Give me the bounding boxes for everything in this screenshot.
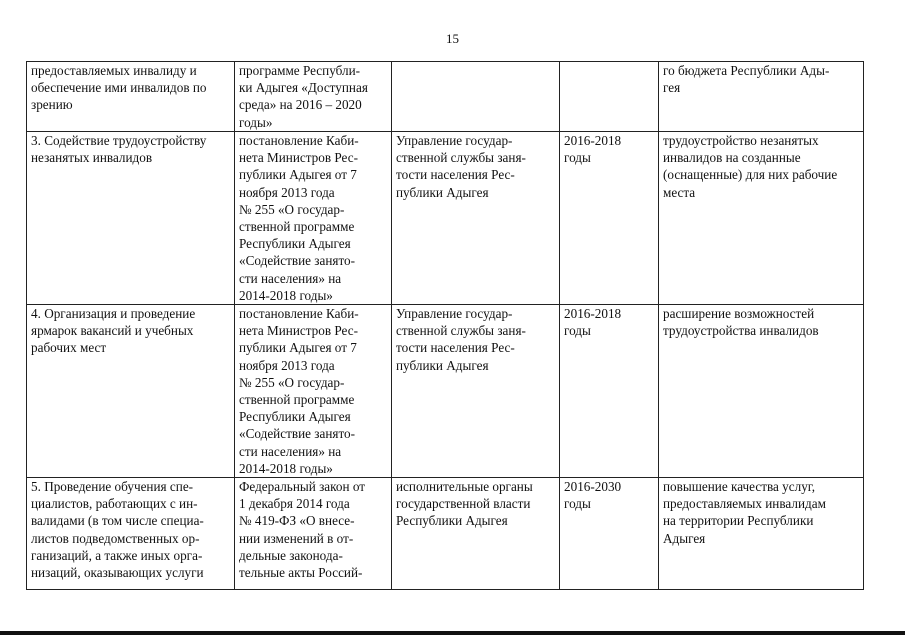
- cell-text-line: (оснащенные) для них рабочие: [663, 167, 838, 183]
- cell-text-line: Управление государ-: [396, 133, 513, 148]
- cell-text-line: программе Республи-: [239, 63, 361, 78]
- cell-text-line: ноября 2013 года: [239, 184, 335, 200]
- measure-cell: [27, 132, 235, 305]
- legal-basis-cell: [235, 305, 392, 478]
- cell-text-line: повышение качества услуг,: [663, 479, 816, 495]
- measure-cell: [27, 478, 235, 590]
- cell-text-line: низаций, оказывающих услуги: [31, 565, 204, 581]
- expected-result-cell: [659, 132, 864, 305]
- executor-cell: [392, 305, 560, 478]
- cell-text-line: на территории Республики: [663, 513, 814, 529]
- cell-text-line: ганизаций, а также иных орга-: [31, 547, 203, 563]
- cell-text-line: го бюджета Республики Ады-: [663, 63, 830, 78]
- cell-text-line: годы: [564, 496, 591, 512]
- cell-text-line: циалистов, работающих с ин-: [31, 496, 198, 512]
- table-row: [27, 478, 864, 590]
- table-body: [27, 62, 864, 590]
- cell-text-line: «Содействие занято-: [239, 426, 356, 442]
- legal-basis-cell: [235, 478, 392, 590]
- cell-text-line: дельные законода-: [239, 547, 343, 563]
- cell-text-line: сти населения» на: [239, 270, 342, 286]
- cell-text-line: 2016-2018: [564, 133, 622, 148]
- cell-text-line: ноября 2013 года: [239, 357, 335, 373]
- cell-text-line: Республики Адыгея: [396, 513, 508, 529]
- cell-text-line: 4. Организация и проведение: [31, 306, 196, 322]
- cell-text-line: тости населения Рес-: [396, 340, 515, 356]
- cell-text-line: № 419-ФЗ «О внесе-: [239, 513, 355, 529]
- cell-text-line: годы»: [239, 114, 273, 130]
- cell-text-line: постановление Каби-: [239, 133, 359, 148]
- table-row: [27, 132, 864, 305]
- cell-text-line: рабочих мест: [31, 340, 107, 356]
- term-cell: [560, 132, 659, 305]
- cell-text-line: Управление государ-: [396, 306, 513, 322]
- cell-text-line: инвалидов на созданные: [663, 150, 801, 166]
- cell-text-line: расширение возможностей: [663, 306, 815, 322]
- cell-text-line: Республики Адыгея: [239, 236, 351, 252]
- cell-text-line: ярмарок вакансий и учебных: [31, 323, 194, 339]
- page-number: 15: [446, 31, 459, 46]
- cell-text-line: предоставляемых инвалиду и: [31, 63, 197, 78]
- cell-text-line: листов подведомственных ор-: [31, 530, 200, 546]
- expected-result-cell: [659, 62, 864, 132]
- cell-text-line: тости населения Рес-: [396, 167, 515, 183]
- cell-text-line: публики Адыгея: [396, 357, 489, 373]
- cell-text-line: 3. Содействие трудоустройству: [31, 133, 207, 148]
- cell-text-line: нета Министров Рес-: [239, 323, 358, 339]
- cell-text-line: предоставляемых инвалидам: [663, 496, 826, 512]
- cell-text-line: годы: [564, 150, 591, 166]
- cell-text-line: валидами (в том числе специа-: [31, 513, 204, 529]
- cell-text-line: ственной программе: [239, 219, 355, 235]
- term-cell: [560, 62, 659, 132]
- table-row: [27, 62, 864, 132]
- cell-text-line: 2014-2018 годы»: [239, 460, 333, 476]
- executor-cell: [392, 62, 560, 132]
- measure-cell: [27, 305, 235, 478]
- executor-cell: [392, 132, 560, 305]
- cell-text-line: 5. Проведение обучения спе-: [31, 479, 194, 495]
- cell-text-line: Республики Адыгея: [239, 409, 351, 425]
- cell-text-line: государственной власти: [396, 496, 531, 512]
- cell-text-line: № 255 «О государ-: [239, 374, 345, 390]
- cell-text-line: зрению: [31, 97, 73, 113]
- cell-text-line: нета Министров Рес-: [239, 150, 358, 166]
- cell-text-line: сти населения» на: [239, 443, 342, 459]
- cell-text-line: обеспечение ими инвалидов по: [31, 80, 207, 96]
- cell-text-line: 2014-2018 годы»: [239, 287, 333, 303]
- term-cell: [560, 305, 659, 478]
- cell-text-line: тельные акты Россий-: [239, 565, 363, 581]
- cell-text-line: публики Адыгея от 7: [239, 167, 357, 183]
- legal-basis-cell: [235, 62, 392, 132]
- legal-basis-cell: [235, 132, 392, 305]
- executor-cell: [392, 478, 560, 590]
- cell-text-line: исполнительные органы: [396, 479, 533, 495]
- cell-text-line: 2016-2018: [564, 306, 622, 322]
- cell-text-line: нии изменений в от-: [239, 530, 354, 546]
- cell-text-line: ственной службы заня-: [396, 323, 526, 339]
- cell-text-line: публики Адыгея: [396, 184, 489, 200]
- cell-text-line: Адыгея: [663, 530, 706, 546]
- cell-text-line: 2016-2030: [564, 479, 622, 495]
- cell-text-line: публики Адыгея от 7: [239, 340, 357, 356]
- cell-text-line: трудоустройства инвалидов: [663, 323, 819, 339]
- cell-text-line: ственной программе: [239, 392, 355, 408]
- term-cell: [560, 478, 659, 590]
- table-row: [27, 305, 864, 478]
- cell-text-line: 1 декабря 2014 года: [239, 496, 350, 512]
- measure-cell: [27, 62, 235, 132]
- cell-text-line: постановление Каби-: [239, 306, 359, 322]
- cell-text-line: гея: [663, 80, 681, 96]
- cell-text-line: «Содействие занято-: [239, 253, 356, 269]
- expected-result-cell: [659, 305, 864, 478]
- cell-text-line: среда» на 2016 – 2020: [239, 97, 362, 113]
- cell-text-line: ки Адыгея «Доступная: [239, 80, 368, 96]
- bottom-border: [0, 631, 905, 635]
- cell-text-line: № 255 «О государ-: [239, 201, 345, 217]
- cell-text-line: ственной службы заня-: [396, 150, 526, 166]
- cell-text-line: годы: [564, 323, 591, 339]
- cell-text-line: места: [663, 184, 696, 200]
- cell-text-line: незанятых инвалидов: [31, 150, 153, 166]
- cell-text-line: Федеральный закон от: [239, 479, 366, 495]
- cell-text-line: трудоустройство незанятых: [663, 133, 819, 148]
- expected-result-cell: [659, 478, 864, 590]
- measures-table: [26, 61, 864, 590]
